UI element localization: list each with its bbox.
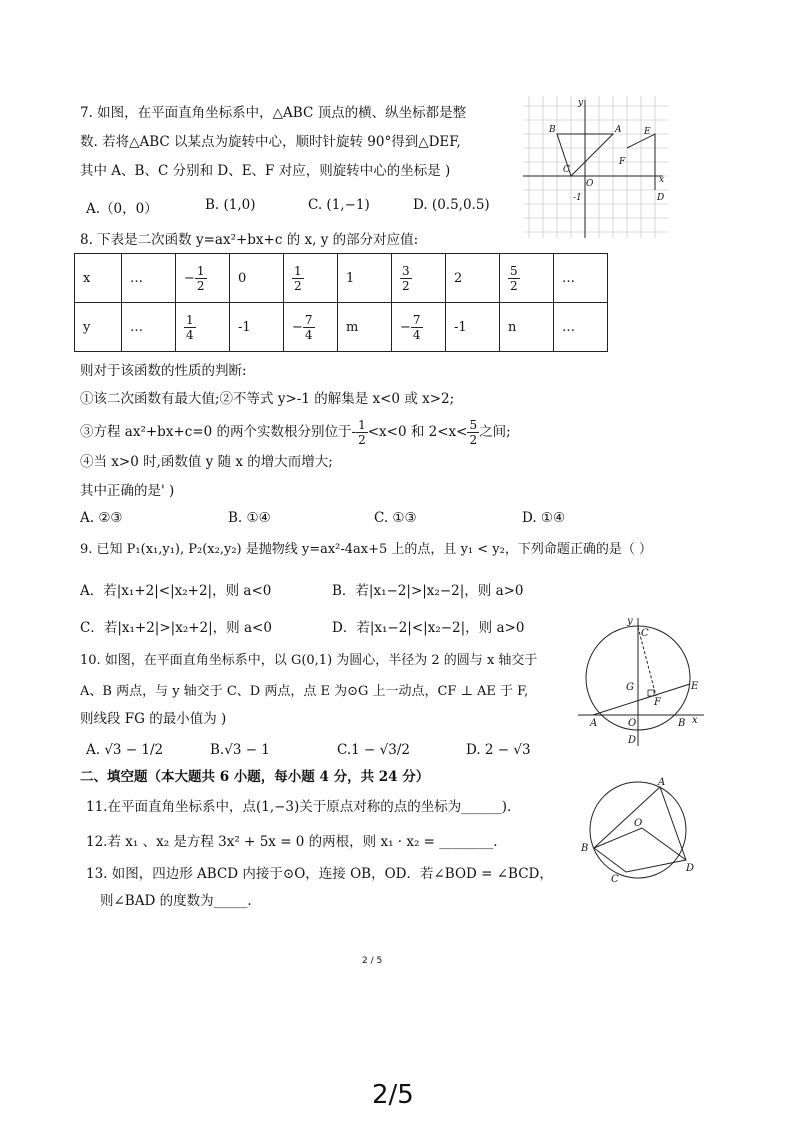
q10-circle-figure	[578, 614, 708, 746]
q10-fig-label: D	[628, 735, 637, 746]
q7-fig-label: E	[644, 127, 651, 137]
fraction: $\frac{7}{4}$	[412, 312, 421, 342]
table-cell: -1	[446, 303, 500, 352]
q8-stem: 8. 下表是二次函数 y=ax²+bx+c 的 x, y 的部分对应值:	[80, 232, 419, 248]
table-cell	[176, 303, 230, 352]
q8-statement-4: ④当 x>0 时,函数值 y 随 x 的增大而增大;	[80, 454, 333, 470]
q8-option-c: C. ①③	[374, 510, 417, 526]
fraction: $\frac{1}{2}$	[294, 263, 302, 293]
q9-option-d: D．若|x₁−2|<|x₂−2|，则 a>0	[332, 620, 525, 636]
q10-line2: A、B 两点，与 y 轴交于 C、D 两点，点 E 为⊙G 上一动点，CF ⊥ AE 于 F,	[80, 684, 529, 699]
q8-correct-prompt: 其中正确的是' )	[80, 483, 175, 499]
q13-fig-label: O	[634, 818, 643, 829]
page-number-small: 2 / 5	[362, 956, 383, 966]
q10-fig-label: A	[590, 718, 598, 729]
table-cell: n	[500, 303, 554, 352]
q7-fig-label: F	[619, 157, 626, 167]
q10-fig-label: C	[641, 628, 649, 639]
fraction: $\frac{7}{4}$	[304, 312, 313, 342]
q8-option-b: B. ①④	[228, 510, 271, 526]
q7-option-c: C. (1,−1)	[308, 197, 370, 213]
q11-text: 11.在平面直角坐标系中，点(1,−3)关于原点对称的点的坐标为______).	[86, 799, 512, 815]
q7-option-b: B. (1,0)	[205, 197, 256, 213]
q7-option-a: A.（0，0）	[86, 201, 158, 217]
q9-option-c: C．若|x₁+2|>|x₂+2|，则 a<0	[80, 620, 272, 636]
q10-fig-label: O	[628, 718, 637, 729]
q9-option-b: B．若|x₁−2|>|x₂−2|，则 a>0	[332, 583, 524, 599]
q7-fig-label: x	[659, 175, 665, 185]
table-cell: 0	[230, 254, 284, 303]
q7-grid-figure	[523, 96, 669, 238]
q10-fig-label: E	[691, 681, 699, 692]
table-cell	[284, 254, 338, 303]
q7-line2: 数. 若将△ABC 以某点为旋转中心，顺时针旋转 90°得到△DEF,	[80, 134, 461, 150]
q7-fig-label: O	[586, 179, 594, 189]
q7-fig-label: B	[549, 125, 556, 135]
q13-fig-label: D	[686, 863, 695, 874]
table-cell: -1	[230, 303, 284, 352]
table-row	[75, 303, 608, 352]
q8-option-d: D. ①④	[522, 510, 566, 526]
page-number-large: 2/5	[372, 1080, 414, 1110]
q7-fig-label: A	[615, 125, 622, 135]
q12-text: 12.若 x₁ 、x₂ 是方程 3x² + 5x = 0 的两根，则 x₁ · x₂ = ________.	[86, 834, 498, 850]
q8-value-table	[74, 253, 608, 352]
q7-fig-label: -1	[573, 193, 582, 203]
table-cell	[500, 254, 554, 303]
q13-circle-figure	[578, 774, 698, 886]
q10-line3: 则线段 FG 的最小值为 )	[80, 711, 227, 727]
q10-option-a: A. √3 − 1/2	[86, 742, 164, 758]
q13-fig-label: C	[611, 874, 619, 885]
q7-option-d: D. (0.5,0.5)	[413, 197, 490, 213]
table-cell: − $\frac{7}{4}$	[392, 303, 446, 352]
q10-option-c: C.1 − √3/2	[337, 742, 410, 758]
q9-stem: 9. 已知 P₁(x₁,y₁), P₂(x₂,y₂) 是抛物线 y=ax²-4ax+5 上的点，且 y₁ < y₂，下列命题正确的是（ ）	[80, 542, 652, 557]
table-cell: …	[554, 254, 608, 303]
table-cell: x	[75, 254, 122, 303]
q8-option-a: A. ②③	[80, 510, 123, 526]
q7-fig-label: C	[563, 165, 570, 175]
q7-line1: 7. 如图，在平面直角坐标系中，△ABC 顶点的横、纵坐标都是整	[80, 105, 467, 121]
q7-fig-label: D	[657, 193, 665, 203]
table-cell: m	[338, 303, 392, 352]
q13-line1: 13. 如图，四边形 ABCD 内接于⊙O，连接 OB，OD．若∠BOD = ∠BCD，	[86, 866, 553, 882]
table-cell: − $\frac{1}{2}$	[176, 254, 230, 303]
table-cell: 2	[446, 254, 500, 303]
q10-fig-label: x	[692, 715, 698, 726]
q10-line1: 10. 如图，在平面直角坐标系中，以 G(0,1) 为圆心，半径为 2 的圆与 x 轴交于	[80, 653, 538, 668]
q8-statement-3: ③方程 ax²+bx+c=0 的两个实数根分别位于- $\frac{1}{2}$ <x<0 和 2<x< $\frac{5}{2}$ 之间;	[80, 418, 511, 447]
q13-fig-label: A	[658, 777, 666, 788]
table-cell: …	[122, 303, 176, 352]
q10-fig-label: y	[627, 616, 633, 627]
fraction: $\frac{1}{4}$	[186, 312, 194, 342]
fraction: $\frac{1}{2}$	[358, 418, 366, 447]
q7-fig-label: y	[578, 98, 584, 108]
section-2-heading: 二、填空题（本大题共 6 小题，每小题 4 分，共 24 分）	[80, 769, 430, 785]
q10-option-d: D. 2 − √3	[466, 742, 531, 758]
table-cell	[392, 254, 446, 303]
q13-fig-label: B	[581, 843, 589, 854]
table-row	[75, 254, 608, 303]
fraction: $\frac{5}{2}$	[510, 263, 518, 293]
fraction: $\frac{5}{2}$	[469, 418, 478, 447]
table-cell: …	[554, 303, 608, 352]
q8-statement-1-2: ①该二次函数有最大值;②不等式 y>-1 的解集是 x<0 或 x>2;	[80, 391, 455, 407]
q10-option-b: B.√3 − 1	[210, 742, 270, 758]
fraction: $\frac{1}{2}$	[196, 263, 205, 293]
q10-fig-label: G	[626, 682, 634, 693]
fraction: $\frac{3}{2}$	[402, 263, 410, 293]
q10-fig-label: B	[678, 718, 686, 729]
q8-judge: 则对于该函数的性质的判断:	[80, 363, 247, 379]
q13-line2: 则∠BAD 的度数为_____.	[100, 893, 252, 909]
table-cell: 1	[338, 254, 392, 303]
table-cell: …	[122, 254, 176, 303]
q10-fig-label: F	[654, 697, 661, 708]
table-cell: y	[75, 303, 122, 352]
q7-line3: 其中 A、B、C 分别和 D、E、F 对应，则旋转中心的坐标是 )	[80, 163, 451, 179]
q9-option-a: A．若|x₁+2|<|x₂+2|，则 a<0	[80, 583, 272, 599]
table-cell: − $\frac{7}{4}$	[284, 303, 338, 352]
